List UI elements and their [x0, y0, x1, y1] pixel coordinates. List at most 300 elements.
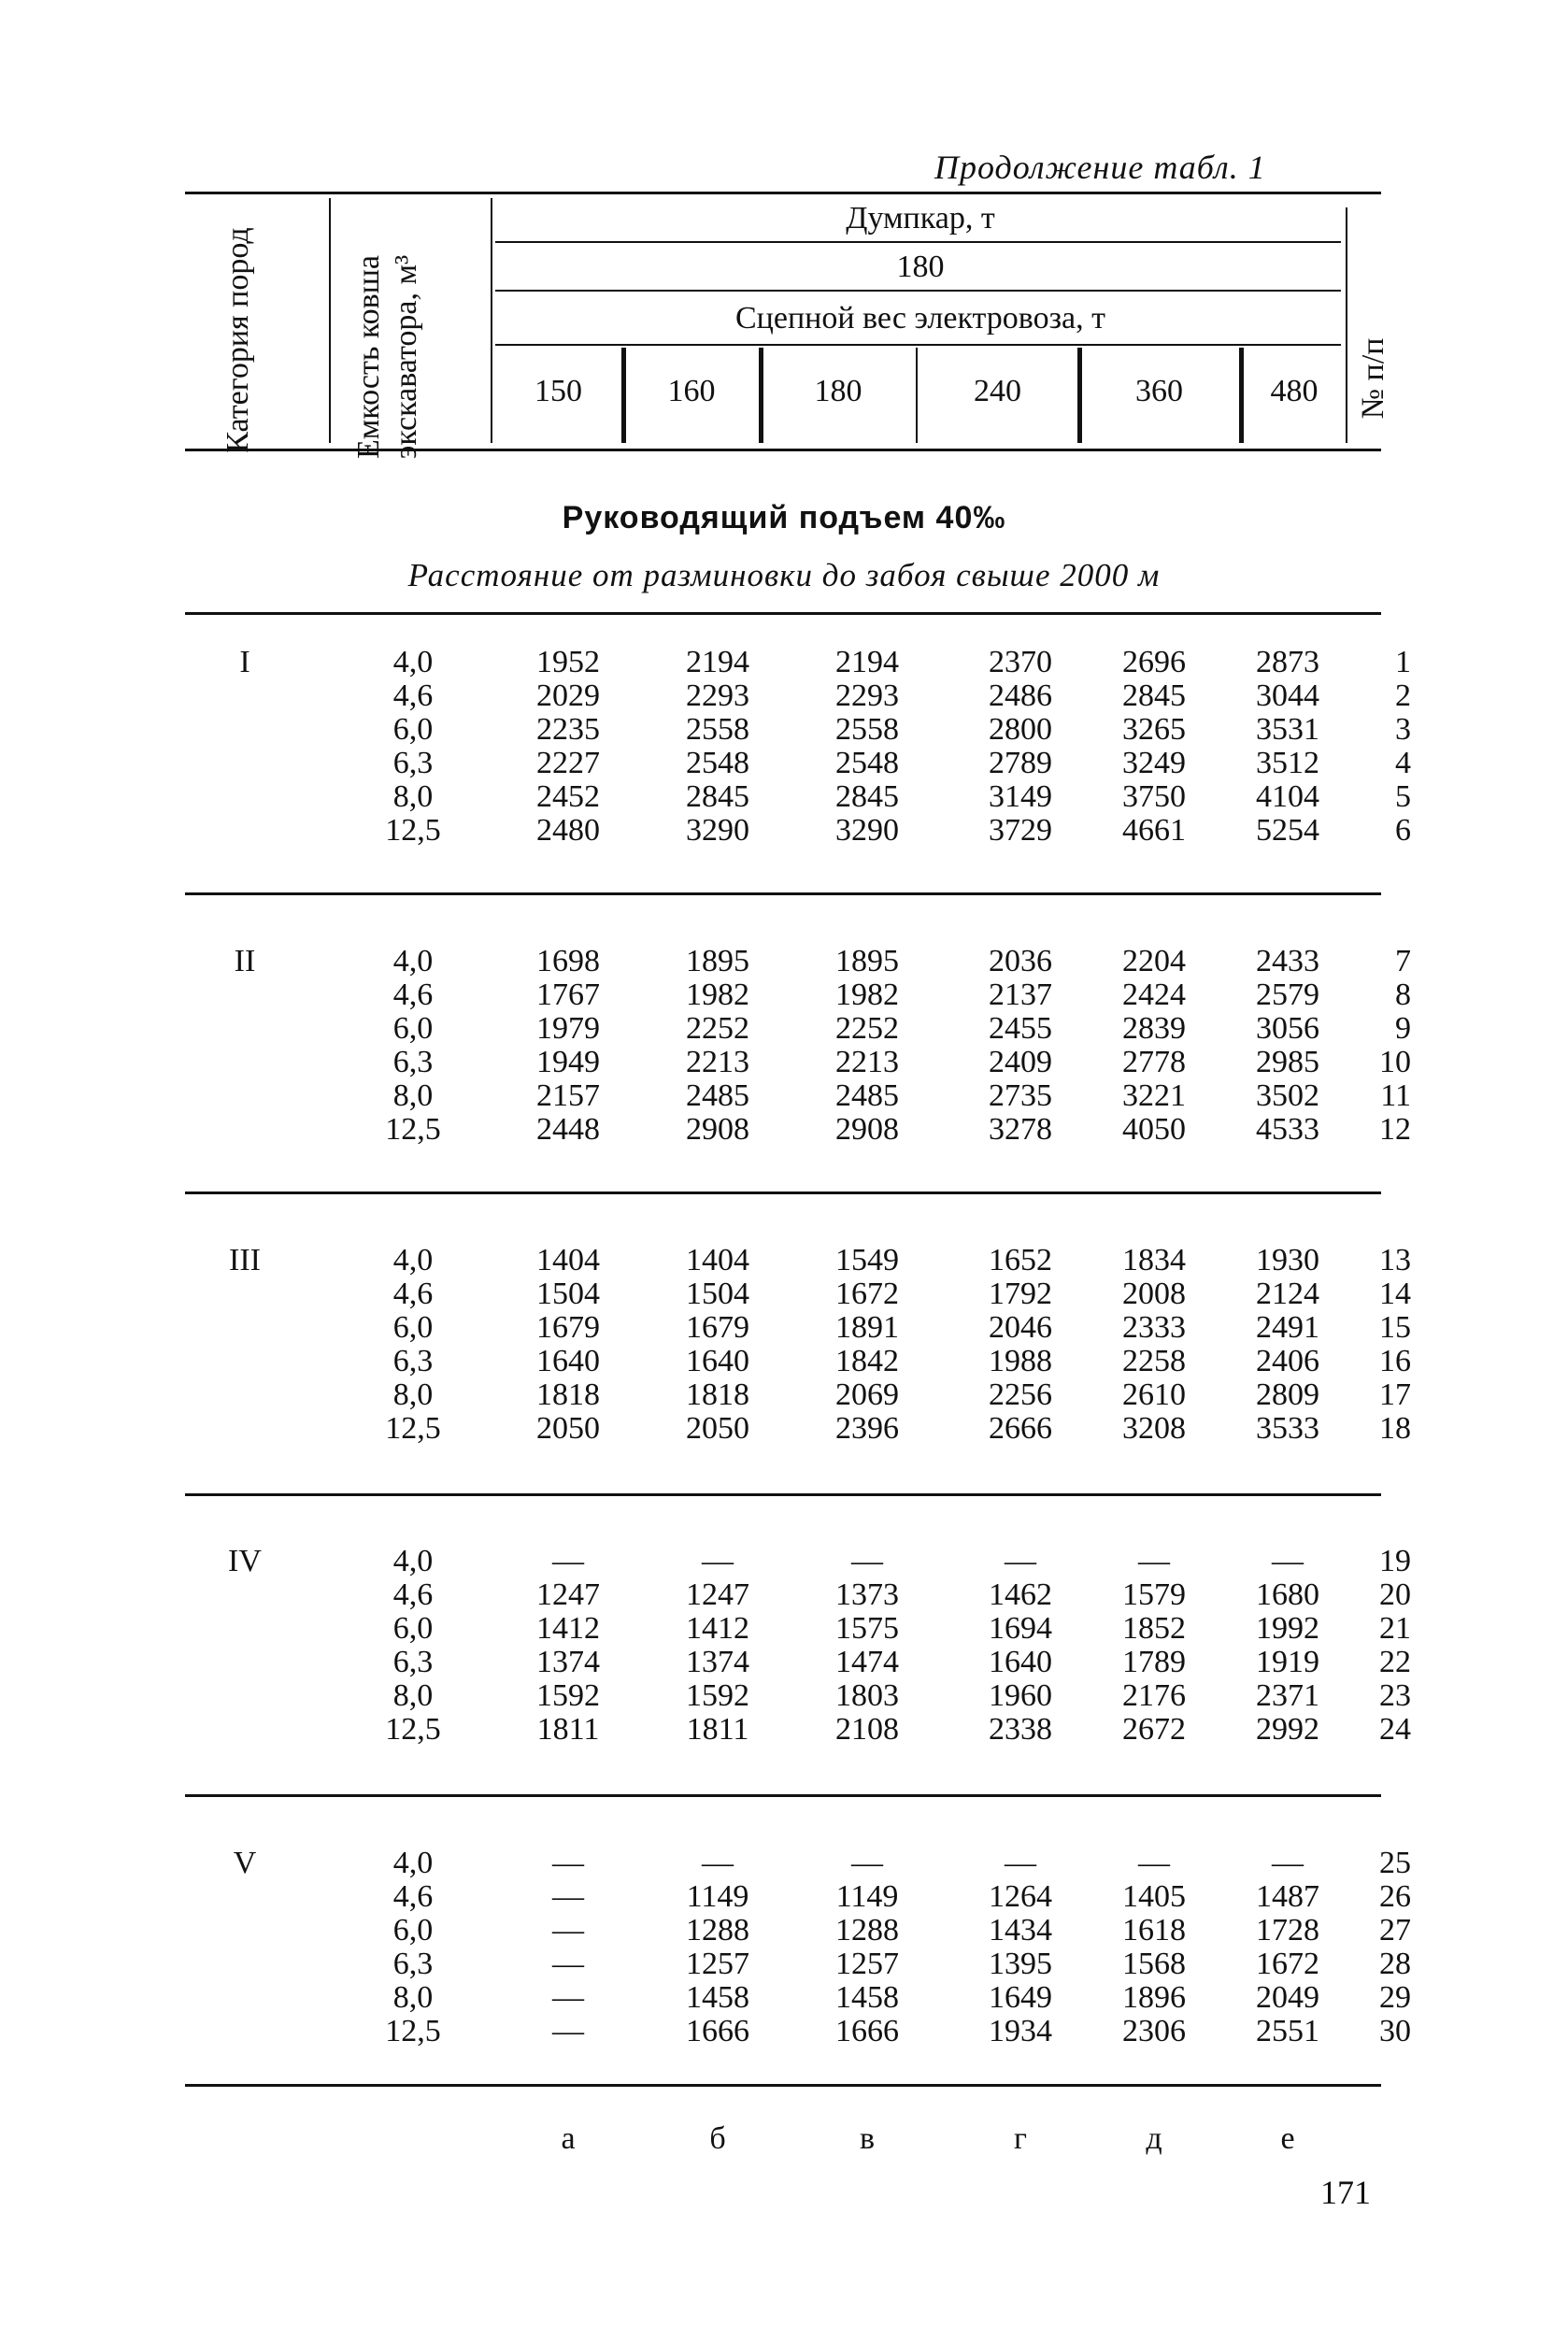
value-cell: 2371 — [1256, 1678, 1319, 1713]
value-cell: 1919 — [1256, 1645, 1319, 1679]
value-cell: 2049 — [1256, 1980, 1319, 2015]
value-cell: 1949 — [536, 1045, 600, 1079]
value-cell: 2194 — [686, 645, 749, 679]
capacity-cell: 12,5 — [385, 813, 441, 848]
block-rule — [185, 2084, 1381, 2087]
value-cell: 2213 — [835, 1045, 899, 1079]
value-cell: 1694 — [989, 1611, 1052, 1646]
row-number: 22 — [1379, 1645, 1411, 1679]
value-cell: 2735 — [989, 1078, 1052, 1113]
row-number: 2 — [1395, 678, 1411, 713]
table-row — [0, 645, 1568, 678]
value-cell: 4661 — [1122, 813, 1186, 848]
table-row — [0, 1947, 1568, 1980]
value-cell: 1666 — [686, 2014, 749, 2048]
value-cell: 1474 — [835, 1645, 899, 1679]
value-cell: 2050 — [686, 1411, 749, 1446]
dumpcar-value: 180 — [896, 250, 945, 284]
value-cell: 2452 — [536, 779, 600, 814]
value-cell: 1895 — [686, 944, 749, 978]
table-row — [0, 944, 1568, 977]
weight-160: 160 — [667, 374, 716, 408]
value-cell: — — [552, 1846, 584, 1880]
value-cell: 2157 — [536, 1078, 600, 1113]
weight-480: 480 — [1270, 374, 1319, 408]
value-cell: 2370 — [989, 645, 1052, 679]
column-letter: г — [1014, 2121, 1027, 2156]
value-cell: 1487 — [1256, 1879, 1319, 1914]
value-cell: 2338 — [989, 1712, 1052, 1747]
capacity-cell: 8,0 — [392, 1678, 434, 1713]
value-cell: 3249 — [1122, 746, 1186, 780]
value-cell: 1257 — [835, 1947, 899, 1981]
value-cell: 2108 — [835, 1712, 899, 1747]
table-row — [0, 779, 1568, 813]
value-cell: — — [1005, 1544, 1036, 1578]
value-cell: 4533 — [1256, 1112, 1319, 1147]
value-cell: 1404 — [686, 1243, 749, 1277]
capacity-cell: 12,5 — [385, 1112, 441, 1147]
value-cell: 3149 — [989, 779, 1052, 814]
dumpcar-rule — [495, 241, 1341, 243]
table-row — [0, 746, 1568, 779]
value-cell: 1579 — [1122, 1577, 1186, 1612]
capacity-cell: 6,0 — [392, 1913, 434, 1948]
value-cell: 1247 — [686, 1577, 749, 1612]
column-letter: в — [859, 2121, 876, 2156]
table-row — [0, 1544, 1568, 1577]
table-row — [0, 977, 1568, 1011]
category-header: Категория пород — [221, 227, 255, 453]
value-cell: 1264 — [989, 1879, 1052, 1914]
section-title: Руководящий подъем 40‰ — [562, 500, 1006, 535]
header-divider-3 — [1346, 207, 1347, 443]
row-number: 7 — [1395, 944, 1411, 978]
value-cell: 2424 — [1122, 977, 1186, 1012]
value-cell: 1374 — [536, 1645, 600, 1679]
value-cell: 2204 — [1122, 944, 1186, 978]
value-cell: 1834 — [1122, 1243, 1186, 1277]
value-cell: 1992 — [1256, 1611, 1319, 1646]
value-cell: 2333 — [1122, 1310, 1186, 1345]
category-label: IV — [228, 1544, 262, 1578]
row-number: 24 — [1379, 1712, 1411, 1747]
table-row — [0, 1310, 1568, 1344]
value-cell: 2558 — [686, 712, 749, 747]
value-cell: 1549 — [835, 1243, 899, 1277]
value-cell: 1592 — [536, 1678, 600, 1713]
value-cell: 2137 — [989, 977, 1052, 1012]
row-number: 21 — [1379, 1611, 1411, 1646]
value-cell: 2227 — [536, 746, 600, 780]
capacity-cell: 12,5 — [385, 2014, 441, 2048]
value-cell: — — [702, 1544, 734, 1578]
continuation-caption: Продолжение табл. 1 — [934, 149, 1266, 186]
value-cell: 3265 — [1122, 712, 1186, 747]
value-cell: 1679 — [686, 1310, 749, 1345]
table-row — [0, 2014, 1568, 2048]
value-cell: 5254 — [1256, 813, 1319, 848]
value-cell: — — [552, 1947, 584, 1981]
value-cell: 2610 — [1122, 1377, 1186, 1412]
value-cell: — — [552, 1980, 584, 2015]
value-cell: — — [702, 1846, 734, 1880]
value-cell: 3729 — [989, 813, 1052, 848]
value-cell: 2050 — [536, 1411, 600, 1446]
value-cell: 2213 — [686, 1045, 749, 1079]
weight-150: 150 — [535, 374, 582, 408]
value-cell: 1640 — [686, 1344, 749, 1378]
capacity-cell: 8,0 — [392, 1078, 434, 1113]
value-cell: 2433 — [1256, 944, 1319, 978]
capacity-cell: 4,6 — [392, 1577, 434, 1612]
value-cell: 1405 — [1122, 1879, 1186, 1914]
value-cell: 1895 — [835, 944, 899, 978]
value-cell: 2448 — [536, 1112, 600, 1147]
table-row — [0, 678, 1568, 712]
value-cell: 2235 — [536, 712, 600, 747]
value-cell: 3531 — [1256, 712, 1319, 747]
value-cell: 1767 — [536, 977, 600, 1012]
value-cell: — — [1272, 1544, 1304, 1578]
capacity-cell: 4,6 — [392, 1277, 434, 1311]
column-letter: б — [709, 2121, 726, 2156]
value-cell: 4050 — [1122, 1112, 1186, 1147]
value-cell: — — [552, 1879, 584, 1914]
value-cell: 2455 — [989, 1011, 1052, 1046]
row-number: 19 — [1379, 1544, 1411, 1578]
value-cell: 1891 — [835, 1310, 899, 1345]
value-cell: 2396 — [835, 1411, 899, 1446]
table-row — [0, 1277, 1568, 1310]
value-cell: 2486 — [989, 678, 1052, 713]
value-cell: 2258 — [1122, 1344, 1186, 1378]
value-cell: 1979 — [536, 1011, 600, 1046]
value-cell: 3533 — [1256, 1411, 1319, 1446]
capacity-cell: 8,0 — [392, 779, 434, 814]
value-cell: 2406 — [1256, 1344, 1319, 1378]
value-cell: 2789 — [989, 746, 1052, 780]
value-cell: 2666 — [989, 1411, 1052, 1446]
table-row — [0, 1678, 1568, 1712]
table-row — [0, 1712, 1568, 1746]
value-cell: 1288 — [835, 1913, 899, 1948]
value-cell: 3290 — [835, 813, 899, 848]
value-cell: 1679 — [536, 1310, 600, 1345]
capacity-cell: 6,0 — [392, 1011, 434, 1046]
category-label: II — [234, 944, 256, 978]
table-row — [0, 1243, 1568, 1277]
value-cell: 1288 — [686, 1913, 749, 1948]
value-cell: 1395 — [989, 1947, 1052, 1981]
value-cell: 2992 — [1256, 1712, 1319, 1747]
value-cell: 2491 — [1256, 1310, 1319, 1345]
value-cell: 1412 — [686, 1611, 749, 1646]
value-cell: 1247 — [536, 1577, 600, 1612]
value-cell: 2809 — [1256, 1377, 1319, 1412]
value-cell: 3502 — [1256, 1078, 1319, 1113]
value-cell: 1842 — [835, 1344, 899, 1378]
value-cell: 1462 — [989, 1577, 1052, 1612]
capacity-cell: 12,5 — [385, 1411, 441, 1446]
row-number: 8 — [1395, 977, 1411, 1012]
value-cell: 4104 — [1256, 779, 1319, 814]
dumpcar-value-rule — [495, 290, 1341, 292]
row-number: 28 — [1379, 1947, 1411, 1981]
column-letter: д — [1146, 2121, 1162, 2156]
value-cell: 3750 — [1122, 779, 1186, 814]
block-rule — [185, 892, 1381, 895]
table-row — [0, 1078, 1568, 1112]
row-number: 13 — [1379, 1243, 1411, 1277]
row-number: 25 — [1379, 1846, 1411, 1880]
value-cell: 2176 — [1122, 1678, 1186, 1713]
value-cell: 1618 — [1122, 1913, 1186, 1948]
value-cell: 2579 — [1256, 977, 1319, 1012]
row-number: 20 — [1379, 1577, 1411, 1612]
value-cell: 1374 — [686, 1645, 749, 1679]
value-cell: 1666 — [835, 2014, 899, 2048]
value-cell: 1458 — [686, 1980, 749, 2015]
value-cell: 3221 — [1122, 1078, 1186, 1113]
value-cell: 2293 — [686, 678, 749, 713]
capacity-cell: 4,0 — [392, 944, 434, 978]
value-cell: 2124 — [1256, 1277, 1319, 1311]
value-cell: 1789 — [1122, 1645, 1186, 1679]
value-cell: 2252 — [835, 1011, 899, 1046]
value-cell: — — [1272, 1846, 1304, 1880]
header-divider-1 — [329, 198, 331, 443]
value-cell: — — [1138, 1544, 1170, 1578]
row-number: 9 — [1395, 1011, 1411, 1046]
value-cell: 2069 — [835, 1377, 899, 1412]
value-cell: 2306 — [1122, 2014, 1186, 2048]
row-number: 4 — [1395, 746, 1411, 780]
row-number: 3 — [1395, 712, 1411, 747]
value-cell: — — [552, 1544, 584, 1578]
table-row — [0, 1112, 1568, 1146]
capacity-cell: 6,3 — [392, 1344, 434, 1378]
header-top-rule — [185, 192, 1381, 194]
row-number: 5 — [1395, 779, 1411, 814]
capacity-cell: 6,0 — [392, 1310, 434, 1345]
row-number: 18 — [1379, 1411, 1411, 1446]
value-cell: 1458 — [835, 1980, 899, 2015]
column-letter: а — [561, 2121, 576, 2156]
capacity-cell: 6,3 — [392, 746, 434, 780]
value-cell: 1818 — [686, 1377, 749, 1412]
value-cell: — — [851, 1846, 883, 1880]
weight-180: 180 — [814, 374, 862, 408]
table-row — [0, 1577, 1568, 1611]
value-cell: 1672 — [1256, 1947, 1319, 1981]
value-cell: 2485 — [835, 1078, 899, 1113]
capacity-cell: 8,0 — [392, 1980, 434, 2015]
table-row — [0, 813, 1568, 847]
capacity-cell: 4,0 — [392, 1544, 434, 1578]
capacity-header: Емкость ковша экскаватора, м³ — [351, 254, 423, 460]
value-cell: 2845 — [1122, 678, 1186, 713]
number-header: № п/п — [1356, 337, 1390, 420]
row-number: 17 — [1379, 1377, 1411, 1412]
value-cell: 2558 — [835, 712, 899, 747]
value-cell: 2985 — [1256, 1045, 1319, 1079]
capacity-cell: 6,3 — [392, 1045, 434, 1079]
value-cell: 2696 — [1122, 645, 1186, 679]
value-cell: 1930 — [1256, 1243, 1319, 1277]
table-row — [0, 1045, 1568, 1078]
capacity-cell: 12,5 — [385, 1712, 441, 1747]
row-number: 23 — [1379, 1678, 1411, 1713]
column-letter: е — [1280, 2121, 1295, 2156]
value-cell: 1982 — [835, 977, 899, 1012]
block-rule — [185, 1191, 1381, 1194]
value-cell: 3278 — [989, 1112, 1052, 1147]
row-number: 12 — [1379, 1112, 1411, 1147]
table-row — [0, 1411, 1568, 1445]
value-cell: 2551 — [1256, 2014, 1319, 2048]
value-cell: 1412 — [536, 1611, 600, 1646]
value-cell: 1373 — [835, 1577, 899, 1612]
block-rule — [185, 1794, 1381, 1797]
value-cell: 2845 — [686, 779, 749, 814]
table-row — [0, 1879, 1568, 1913]
value-cell: 1149 — [686, 1879, 749, 1914]
row-number: 1 — [1395, 645, 1411, 679]
value-cell: 2548 — [686, 746, 749, 780]
table-row — [0, 1377, 1568, 1411]
row-number: 16 — [1379, 1344, 1411, 1378]
category-label: III — [229, 1243, 261, 1277]
category-label: I — [239, 645, 250, 679]
value-cell: 1504 — [536, 1277, 600, 1311]
table-row — [0, 1011, 1568, 1045]
value-cell: 1952 — [536, 645, 600, 679]
value-cell: 2194 — [835, 645, 899, 679]
value-cell: 1852 — [1122, 1611, 1186, 1646]
value-cell: 2036 — [989, 944, 1052, 978]
weight-360: 360 — [1135, 374, 1183, 408]
capacity-cell: 4,0 — [392, 1243, 434, 1277]
weight-divider — [916, 348, 918, 443]
value-cell: 2480 — [536, 813, 600, 848]
value-cell: 3208 — [1122, 1411, 1186, 1446]
value-cell: 2845 — [835, 779, 899, 814]
value-cell: 3044 — [1256, 678, 1319, 713]
value-cell: 2908 — [835, 1112, 899, 1147]
row-number: 29 — [1379, 1980, 1411, 2015]
capacity-cell: 6,0 — [392, 712, 434, 747]
row-number: 30 — [1379, 2014, 1411, 2048]
value-cell: 1728 — [1256, 1913, 1319, 1948]
category-label: V — [233, 1846, 257, 1880]
value-cell: 2409 — [989, 1045, 1052, 1079]
capacity-cell: 6,0 — [392, 1611, 434, 1646]
table-row — [0, 1645, 1568, 1678]
weight-240: 240 — [974, 374, 1021, 408]
value-cell: 1568 — [1122, 1947, 1186, 1981]
table-row — [0, 1846, 1568, 1879]
block-rule — [185, 1493, 1381, 1496]
value-cell: 1434 — [989, 1913, 1052, 1948]
value-cell: — — [1005, 1846, 1036, 1880]
table-row — [0, 1611, 1568, 1645]
table-row — [0, 712, 1568, 746]
value-cell: — — [851, 1544, 883, 1578]
table-row — [0, 1913, 1568, 1947]
value-cell: 2873 — [1256, 645, 1319, 679]
value-cell: 1257 — [686, 1947, 749, 1981]
value-cell: 1149 — [835, 1879, 899, 1914]
value-cell: — — [552, 2014, 584, 2048]
value-cell: 1934 — [989, 2014, 1052, 2048]
weight-rule — [495, 344, 1341, 346]
value-cell: 2778 — [1122, 1045, 1186, 1079]
capacity-cell: 4,0 — [392, 645, 434, 679]
header-divider-2 — [491, 198, 492, 443]
value-cell: 1698 — [536, 944, 600, 978]
value-cell: 1811 — [686, 1712, 749, 1747]
value-cell: 2293 — [835, 678, 899, 713]
value-cell: 1504 — [686, 1277, 749, 1311]
value-cell: 2839 — [1122, 1011, 1186, 1046]
value-cell: 1672 — [835, 1277, 899, 1311]
block-rule — [185, 612, 1381, 615]
value-cell: 1896 — [1122, 1980, 1186, 2015]
value-cell: 1811 — [536, 1712, 600, 1747]
value-cell: — — [552, 1913, 584, 1948]
value-cell: 1652 — [989, 1243, 1052, 1277]
value-cell: 1592 — [686, 1678, 749, 1713]
value-cell: 2046 — [989, 1310, 1052, 1345]
value-cell: 1649 — [989, 1980, 1052, 2015]
value-cell: 1960 — [989, 1678, 1052, 1713]
row-number: 26 — [1379, 1879, 1411, 1914]
table-row — [0, 1980, 1568, 2014]
value-cell: 1680 — [1256, 1577, 1319, 1612]
value-cell: 1988 — [989, 1344, 1052, 1378]
capacity-cell: 6,3 — [392, 1645, 434, 1679]
dumpcar-header: Думпкар, т — [846, 201, 995, 235]
value-cell: 2029 — [536, 678, 600, 713]
value-cell: — — [1138, 1846, 1170, 1880]
capacity-cell: 8,0 — [392, 1377, 434, 1412]
row-number: 27 — [1379, 1913, 1411, 1948]
value-cell: 2908 — [686, 1112, 749, 1147]
value-cell: 2256 — [989, 1377, 1052, 1412]
value-cell: 2008 — [1122, 1277, 1186, 1311]
value-cell: 2485 — [686, 1078, 749, 1113]
capacity-cell: 4,6 — [392, 1879, 434, 1914]
table-row — [0, 1344, 1568, 1377]
capacity-cell: 4,0 — [392, 1846, 434, 1880]
weight-header: Сцепной вес электровоза, т — [734, 301, 1105, 335]
value-cell: 1640 — [989, 1645, 1052, 1679]
row-number: 15 — [1379, 1310, 1411, 1345]
row-number: 10 — [1379, 1045, 1411, 1079]
capacity-cell: 4,6 — [392, 977, 434, 1012]
value-cell: 1575 — [835, 1611, 899, 1646]
value-cell: 2252 — [686, 1011, 749, 1046]
value-cell: 1803 — [835, 1678, 899, 1713]
value-cell: 3512 — [1256, 746, 1319, 780]
value-cell: 2800 — [989, 712, 1052, 747]
capacity-cell: 4,6 — [392, 678, 434, 713]
row-number: 14 — [1379, 1277, 1411, 1311]
value-cell: 1404 — [536, 1243, 600, 1277]
row-number: 6 — [1395, 813, 1411, 848]
value-cell: 3056 — [1256, 1011, 1319, 1046]
